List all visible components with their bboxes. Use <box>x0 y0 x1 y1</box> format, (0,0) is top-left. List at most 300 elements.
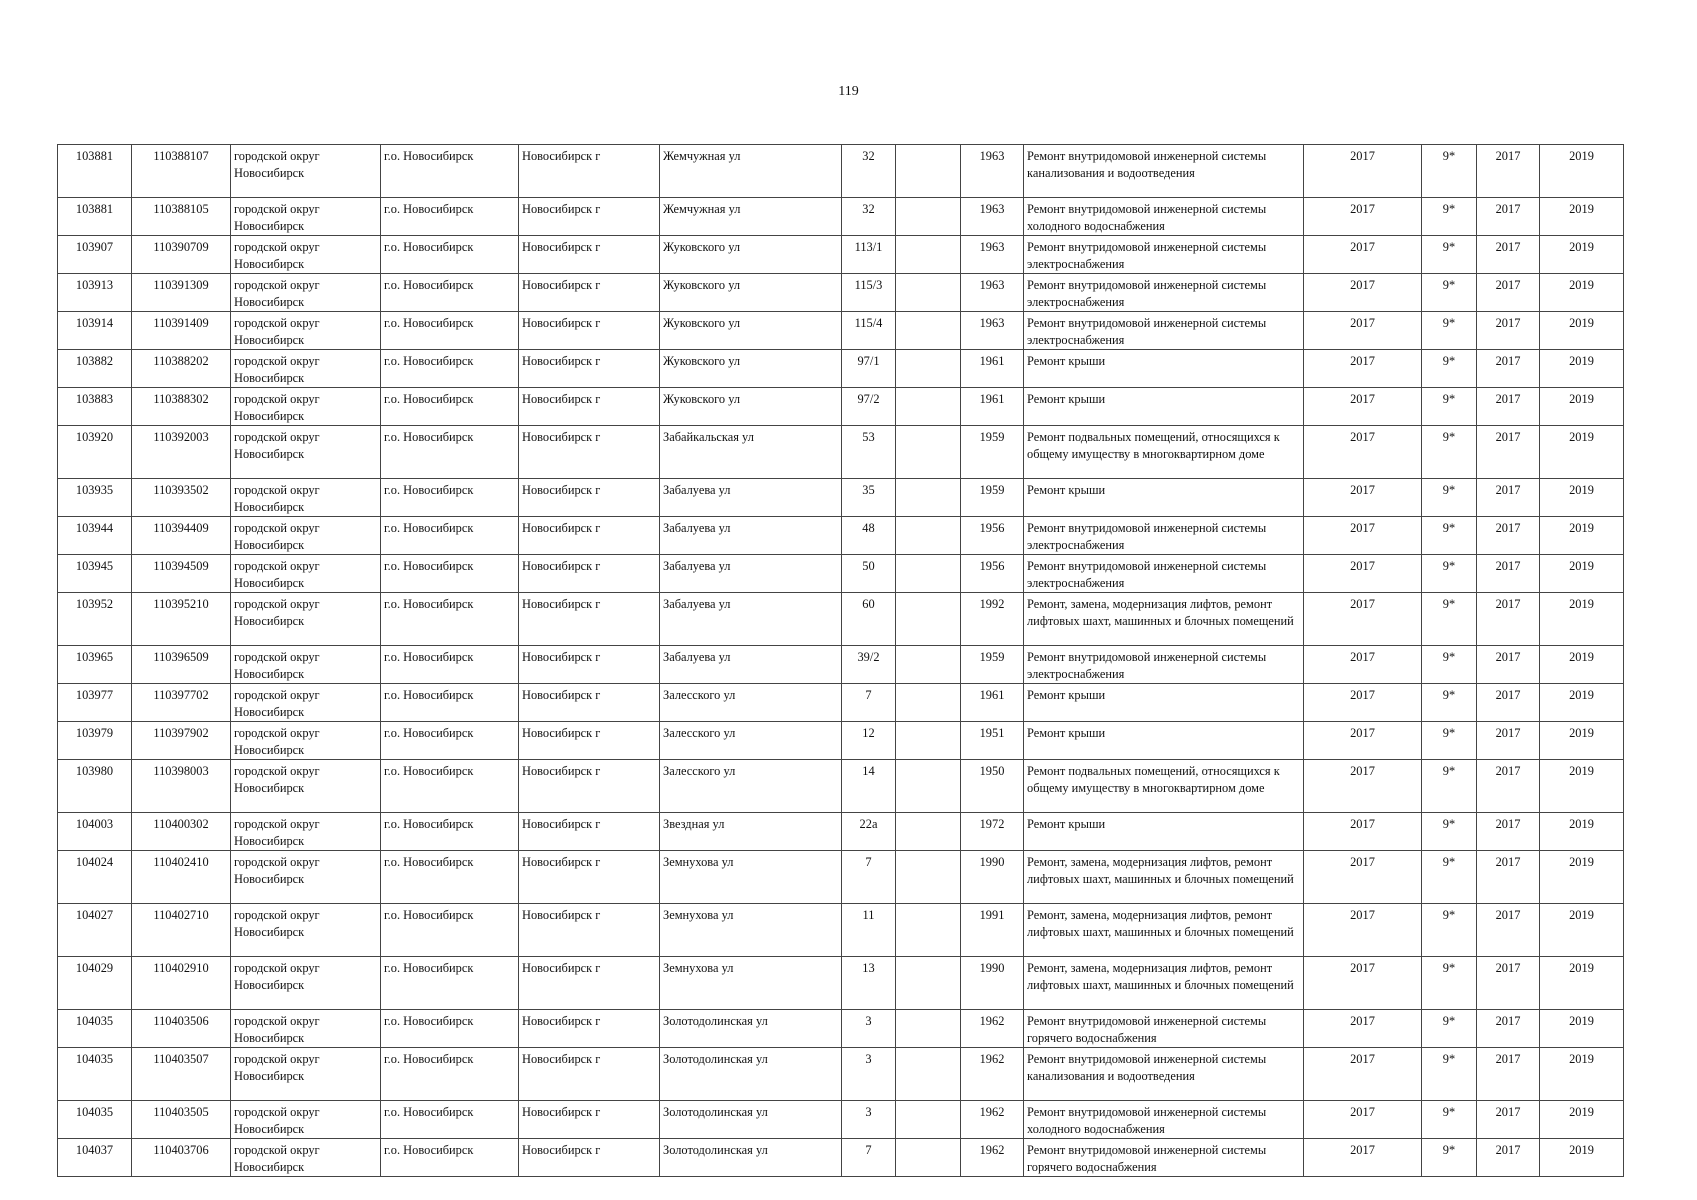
cell-start-year: 2017 <box>1477 555 1540 593</box>
cell-build-year: 1962 <box>961 1101 1024 1139</box>
cell-work-type: Ремонт внутридомовой инженерной системы канализования и водоотведения <box>1024 145 1304 198</box>
cell-start-year: 2017 <box>1477 479 1540 517</box>
cell-street: Звездная ул <box>660 813 842 851</box>
cell-work-type: Ремонт крыши <box>1024 350 1304 388</box>
cell-street: Жуковского ул <box>660 312 842 350</box>
cell-start-year: 2017 <box>1477 145 1540 198</box>
cell-plan-year: 2017 <box>1304 312 1422 350</box>
cell-street: Золотодолинская ул <box>660 1010 842 1048</box>
cell-district: городской округ Новосибирск <box>231 1048 381 1101</box>
table-row <box>58 813 1624 851</box>
cell-plan-year: 2017 <box>1304 957 1422 1010</box>
cell-end-year: 2019 <box>1540 236 1624 274</box>
cell-plan-year: 2017 <box>1304 555 1422 593</box>
cell-municipality: г.о. Новосибирск <box>381 1010 519 1048</box>
cell-work-type: Ремонт подвальных помещений, относящихся к общему имуществу в многоквартирном доме <box>1024 760 1304 813</box>
cell-house-id: 103944 <box>58 517 132 555</box>
cell-locality: Новосибирск г <box>519 426 660 479</box>
cell-plan-year: 2017 <box>1304 426 1422 479</box>
cell-end-year: 2019 <box>1540 198 1624 236</box>
cell-locality: Новосибирск г <box>519 274 660 312</box>
cell-plan-year: 2017 <box>1304 350 1422 388</box>
cell-build-year: 1990 <box>961 851 1024 904</box>
cell-municipality: г.о. Новосибирск <box>381 593 519 646</box>
cell-stage: 9* <box>1422 145 1477 198</box>
cell-stage: 9* <box>1422 760 1477 813</box>
cell-build-year: 1963 <box>961 312 1024 350</box>
cell-house-number: 22а <box>842 813 896 851</box>
cell-street: Земнухова ул <box>660 957 842 1010</box>
cell-locality: Новосибирск г <box>519 813 660 851</box>
cell-house-id: 103881 <box>58 145 132 198</box>
cell-house-id: 104035 <box>58 1101 132 1139</box>
cell-locality: Новосибирск г <box>519 646 660 684</box>
cell-stage: 9* <box>1422 684 1477 722</box>
cell-work-code: 110402410 <box>132 851 231 904</box>
cell-building <box>896 813 961 851</box>
cell-start-year: 2017 <box>1477 517 1540 555</box>
cell-building <box>896 517 961 555</box>
cell-district: городской округ Новосибирск <box>231 760 381 813</box>
table-row <box>58 312 1624 350</box>
table-row <box>58 426 1624 479</box>
cell-build-year: 1963 <box>961 145 1024 198</box>
cell-district: городской округ Новосибирск <box>231 350 381 388</box>
cell-work-code: 110400302 <box>132 813 231 851</box>
cell-building <box>896 312 961 350</box>
cell-stage: 9* <box>1422 517 1477 555</box>
cell-district: городской округ Новосибирск <box>231 851 381 904</box>
cell-building <box>896 350 961 388</box>
cell-locality: Новосибирск г <box>519 593 660 646</box>
cell-municipality: г.о. Новосибирск <box>381 904 519 957</box>
cell-build-year: 1990 <box>961 957 1024 1010</box>
cell-start-year: 2017 <box>1477 1010 1540 1048</box>
cell-plan-year: 2017 <box>1304 1139 1422 1177</box>
cell-build-year: 1963 <box>961 274 1024 312</box>
cell-plan-year: 2017 <box>1304 684 1422 722</box>
cell-end-year: 2019 <box>1540 1101 1624 1139</box>
cell-work-type: Ремонт, замена, модернизация лифтов, ремонт лифтовых шахт, машинных и блочных помещений <box>1024 851 1304 904</box>
cell-building <box>896 684 961 722</box>
cell-district: городской округ Новосибирск <box>231 593 381 646</box>
cell-work-code: 110403505 <box>132 1101 231 1139</box>
cell-building <box>896 1048 961 1101</box>
cell-end-year: 2019 <box>1540 851 1624 904</box>
cell-street: Жуковского ул <box>660 388 842 426</box>
table-row <box>58 904 1624 957</box>
cell-house-number: 3 <box>842 1101 896 1139</box>
cell-house-number: 11 <box>842 904 896 957</box>
cell-stage: 9* <box>1422 904 1477 957</box>
cell-district: городской округ Новосибирск <box>231 555 381 593</box>
cell-plan-year: 2017 <box>1304 1010 1422 1048</box>
cell-building <box>896 274 961 312</box>
cell-municipality: г.о. Новосибирск <box>381 350 519 388</box>
cell-locality: Новосибирск г <box>519 388 660 426</box>
cell-build-year: 1950 <box>961 760 1024 813</box>
cell-street: Золотодолинская ул <box>660 1139 842 1177</box>
cell-work-code: 110403706 <box>132 1139 231 1177</box>
cell-work-code: 110391309 <box>132 274 231 312</box>
cell-work-code: 110403507 <box>132 1048 231 1101</box>
cell-district: городской округ Новосибирск <box>231 1010 381 1048</box>
cell-build-year: 1961 <box>961 350 1024 388</box>
cell-end-year: 2019 <box>1540 517 1624 555</box>
cell-municipality: г.о. Новосибирск <box>381 722 519 760</box>
cell-start-year: 2017 <box>1477 350 1540 388</box>
cell-stage: 9* <box>1422 1048 1477 1101</box>
cell-work-type: Ремонт, замена, модернизация лифтов, ремонт лифтовых шахт, машинных и блочных помещений <box>1024 904 1304 957</box>
cell-building <box>896 388 961 426</box>
cell-plan-year: 2017 <box>1304 646 1422 684</box>
cell-work-code: 110388202 <box>132 350 231 388</box>
cell-district: городской округ Новосибирск <box>231 426 381 479</box>
cell-start-year: 2017 <box>1477 312 1540 350</box>
cell-work-type: Ремонт крыши <box>1024 722 1304 760</box>
cell-work-type: Ремонт внутридомовой инженерной системы электроснабжения <box>1024 312 1304 350</box>
table-row <box>58 851 1624 904</box>
cell-work-code: 110394509 <box>132 555 231 593</box>
cell-plan-year: 2017 <box>1304 904 1422 957</box>
cell-municipality: г.о. Новосибирск <box>381 312 519 350</box>
cell-work-type: Ремонт, замена, модернизация лифтов, ремонт лифтовых шахт, машинных и блочных помещений <box>1024 593 1304 646</box>
cell-stage: 9* <box>1422 722 1477 760</box>
cell-house-number: 97/1 <box>842 350 896 388</box>
cell-street: Забалуева ул <box>660 593 842 646</box>
cell-house-number: 32 <box>842 198 896 236</box>
cell-house-number: 14 <box>842 760 896 813</box>
cell-building <box>896 851 961 904</box>
cell-end-year: 2019 <box>1540 274 1624 312</box>
cell-municipality: г.о. Новосибирск <box>381 1139 519 1177</box>
cell-work-code: 110397902 <box>132 722 231 760</box>
cell-house-number: 39/2 <box>842 646 896 684</box>
cell-house-id: 103977 <box>58 684 132 722</box>
cell-house-number: 97/2 <box>842 388 896 426</box>
cell-building <box>896 198 961 236</box>
cell-end-year: 2019 <box>1540 426 1624 479</box>
cell-municipality: г.о. Новосибирск <box>381 479 519 517</box>
cell-work-type: Ремонт внутридомовой инженерной системы горячего водоснабжения <box>1024 1139 1304 1177</box>
cell-stage: 9* <box>1422 479 1477 517</box>
cell-plan-year: 2017 <box>1304 760 1422 813</box>
cell-house-id: 104003 <box>58 813 132 851</box>
cell-house-id: 103965 <box>58 646 132 684</box>
cell-work-type: Ремонт внутридомовой инженерной системы электроснабжения <box>1024 646 1304 684</box>
cell-stage: 9* <box>1422 426 1477 479</box>
cell-house-id: 103882 <box>58 350 132 388</box>
cell-build-year: 1992 <box>961 593 1024 646</box>
cell-build-year: 1961 <box>961 388 1024 426</box>
cell-work-type: Ремонт внутридомовой инженерной системы горячего водоснабжения <box>1024 1010 1304 1048</box>
cell-building <box>896 426 961 479</box>
table-row <box>58 593 1624 646</box>
cell-work-code: 110396509 <box>132 646 231 684</box>
cell-house-id: 103980 <box>58 760 132 813</box>
cell-district: городской округ Новосибирск <box>231 957 381 1010</box>
cell-work-code: 110402910 <box>132 957 231 1010</box>
cell-build-year: 1972 <box>961 813 1024 851</box>
cell-district: городской округ Новосибирск <box>231 1139 381 1177</box>
cell-work-type: Ремонт внутридомовой инженерной системы холодного водоснабжения <box>1024 1101 1304 1139</box>
cell-district: городской округ Новосибирск <box>231 274 381 312</box>
cell-house-id: 104024 <box>58 851 132 904</box>
cell-build-year: 1991 <box>961 904 1024 957</box>
cell-work-type: Ремонт крыши <box>1024 388 1304 426</box>
cell-municipality: г.о. Новосибирск <box>381 388 519 426</box>
cell-build-year: 1951 <box>961 722 1024 760</box>
cell-plan-year: 2017 <box>1304 198 1422 236</box>
cell-stage: 9* <box>1422 350 1477 388</box>
cell-locality: Новосибирск г <box>519 145 660 198</box>
cell-district: городской округ Новосибирск <box>231 312 381 350</box>
cell-street: Жуковского ул <box>660 274 842 312</box>
cell-locality: Новосибирск г <box>519 957 660 1010</box>
cell-municipality: г.о. Новосибирск <box>381 1048 519 1101</box>
cell-house-number: 115/4 <box>842 312 896 350</box>
cell-stage: 9* <box>1422 1010 1477 1048</box>
cell-end-year: 2019 <box>1540 646 1624 684</box>
cell-start-year: 2017 <box>1477 813 1540 851</box>
cell-plan-year: 2017 <box>1304 479 1422 517</box>
cell-house-id: 104029 <box>58 957 132 1010</box>
cell-house-number: 12 <box>842 722 896 760</box>
table-row <box>58 722 1624 760</box>
cell-build-year: 1963 <box>961 236 1024 274</box>
cell-plan-year: 2017 <box>1304 517 1422 555</box>
cell-street: Жемчужная ул <box>660 198 842 236</box>
cell-building <box>896 1010 961 1048</box>
cell-house-id: 104035 <box>58 1010 132 1048</box>
cell-end-year: 2019 <box>1540 684 1624 722</box>
cell-municipality: г.о. Новосибирск <box>381 646 519 684</box>
cell-locality: Новосибирск г <box>519 517 660 555</box>
cell-street: Жуковского ул <box>660 236 842 274</box>
cell-work-code: 110395210 <box>132 593 231 646</box>
cell-start-year: 2017 <box>1477 426 1540 479</box>
cell-house-number: 60 <box>842 593 896 646</box>
table-row <box>58 957 1624 1010</box>
cell-work-type: Ремонт, замена, модернизация лифтов, ремонт лифтовых шахт, машинных и блочных помещений <box>1024 957 1304 1010</box>
cell-district: городской округ Новосибирск <box>231 388 381 426</box>
cell-locality: Новосибирск г <box>519 1101 660 1139</box>
cell-locality: Новосибирск г <box>519 312 660 350</box>
cell-work-code: 110388105 <box>132 198 231 236</box>
cell-locality: Новосибирск г <box>519 1139 660 1177</box>
cell-start-year: 2017 <box>1477 1048 1540 1101</box>
cell-end-year: 2019 <box>1540 388 1624 426</box>
cell-start-year: 2017 <box>1477 236 1540 274</box>
cell-building <box>896 1139 961 1177</box>
cell-street: Залесского ул <box>660 722 842 760</box>
cell-building <box>896 236 961 274</box>
cell-stage: 9* <box>1422 1101 1477 1139</box>
cell-start-year: 2017 <box>1477 722 1540 760</box>
repair-program-table <box>57 144 1624 1177</box>
table-row <box>58 350 1624 388</box>
cell-plan-year: 2017 <box>1304 722 1422 760</box>
cell-municipality: г.о. Новосибирск <box>381 426 519 479</box>
cell-build-year: 1956 <box>961 517 1024 555</box>
cell-district: городской округ Новосибирск <box>231 479 381 517</box>
cell-street: Жемчужная ул <box>660 145 842 198</box>
cell-work-code: 110393502 <box>132 479 231 517</box>
table-row <box>58 646 1624 684</box>
cell-house-number: 35 <box>842 479 896 517</box>
cell-locality: Новосибирск г <box>519 350 660 388</box>
cell-end-year: 2019 <box>1540 813 1624 851</box>
cell-building <box>896 479 961 517</box>
cell-district: городской округ Новосибирск <box>231 904 381 957</box>
cell-start-year: 2017 <box>1477 957 1540 1010</box>
cell-work-code: 110397702 <box>132 684 231 722</box>
cell-municipality: г.о. Новосибирск <box>381 198 519 236</box>
cell-plan-year: 2017 <box>1304 274 1422 312</box>
cell-stage: 9* <box>1422 813 1477 851</box>
cell-municipality: г.о. Новосибирск <box>381 813 519 851</box>
cell-stage: 9* <box>1422 198 1477 236</box>
cell-work-type: Ремонт внутридомовой инженерной системы электроснабжения <box>1024 236 1304 274</box>
cell-house-number: 113/1 <box>842 236 896 274</box>
cell-locality: Новосибирск г <box>519 684 660 722</box>
cell-house-id: 103914 <box>58 312 132 350</box>
cell-house-id: 103883 <box>58 388 132 426</box>
cell-work-code: 110388107 <box>132 145 231 198</box>
cell-end-year: 2019 <box>1540 904 1624 957</box>
cell-street: Забайкальская ул <box>660 426 842 479</box>
cell-end-year: 2019 <box>1540 722 1624 760</box>
cell-locality: Новосибирск г <box>519 555 660 593</box>
cell-house-number: 3 <box>842 1010 896 1048</box>
cell-locality: Новосибирск г <box>519 1048 660 1101</box>
cell-plan-year: 2017 <box>1304 813 1422 851</box>
cell-district: городской округ Новосибирск <box>231 198 381 236</box>
cell-build-year: 1962 <box>961 1139 1024 1177</box>
cell-plan-year: 2017 <box>1304 593 1422 646</box>
table-row <box>58 1048 1624 1101</box>
table-body <box>58 145 1624 1177</box>
cell-house-number: 53 <box>842 426 896 479</box>
cell-end-year: 2019 <box>1540 1010 1624 1048</box>
cell-house-number: 7 <box>842 1139 896 1177</box>
cell-end-year: 2019 <box>1540 312 1624 350</box>
cell-street: Забалуева ул <box>660 517 842 555</box>
cell-end-year: 2019 <box>1540 957 1624 1010</box>
cell-locality: Новосибирск г <box>519 851 660 904</box>
cell-stage: 9* <box>1422 593 1477 646</box>
cell-build-year: 1959 <box>961 426 1024 479</box>
cell-building <box>896 957 961 1010</box>
cell-house-id: 104037 <box>58 1139 132 1177</box>
cell-plan-year: 2017 <box>1304 1048 1422 1101</box>
cell-start-year: 2017 <box>1477 388 1540 426</box>
cell-district: городской округ Новосибирск <box>231 722 381 760</box>
cell-building <box>896 1101 961 1139</box>
cell-build-year: 1963 <box>961 198 1024 236</box>
cell-work-code: 110388302 <box>132 388 231 426</box>
page-number: 119 <box>838 84 859 99</box>
cell-stage: 9* <box>1422 236 1477 274</box>
cell-house-number: 32 <box>842 145 896 198</box>
cell-district: городской округ Новосибирск <box>231 517 381 555</box>
cell-end-year: 2019 <box>1540 350 1624 388</box>
cell-work-code: 110398003 <box>132 760 231 813</box>
cell-house-number: 48 <box>842 517 896 555</box>
cell-building <box>896 722 961 760</box>
table-row <box>58 274 1624 312</box>
cell-start-year: 2017 <box>1477 851 1540 904</box>
cell-work-type: Ремонт крыши <box>1024 684 1304 722</box>
cell-end-year: 2019 <box>1540 760 1624 813</box>
cell-work-type: Ремонт внутридомовой инженерной системы канализования и водоотведения <box>1024 1048 1304 1101</box>
cell-municipality: г.о. Новосибирск <box>381 236 519 274</box>
cell-building <box>896 593 961 646</box>
cell-house-id: 103913 <box>58 274 132 312</box>
cell-locality: Новосибирск г <box>519 236 660 274</box>
cell-district: городской округ Новосибирск <box>231 1101 381 1139</box>
cell-locality: Новосибирск г <box>519 479 660 517</box>
cell-street: Залесского ул <box>660 760 842 813</box>
cell-build-year: 1956 <box>961 555 1024 593</box>
table-row <box>58 198 1624 236</box>
cell-house-number: 7 <box>842 684 896 722</box>
cell-street: Золотодолинская ул <box>660 1101 842 1139</box>
cell-building <box>896 555 961 593</box>
cell-end-year: 2019 <box>1540 1048 1624 1101</box>
cell-work-type: Ремонт крыши <box>1024 479 1304 517</box>
table-row <box>58 517 1624 555</box>
cell-house-id: 103907 <box>58 236 132 274</box>
cell-start-year: 2017 <box>1477 274 1540 312</box>
cell-work-code: 110394409 <box>132 517 231 555</box>
cell-start-year: 2017 <box>1477 1139 1540 1177</box>
cell-build-year: 1959 <box>961 646 1024 684</box>
cell-house-id: 103935 <box>58 479 132 517</box>
cell-work-code: 110391409 <box>132 312 231 350</box>
cell-building <box>896 760 961 813</box>
cell-work-code: 110403506 <box>132 1010 231 1048</box>
cell-build-year: 1961 <box>961 684 1024 722</box>
cell-start-year: 2017 <box>1477 593 1540 646</box>
cell-municipality: г.о. Новосибирск <box>381 957 519 1010</box>
cell-municipality: г.о. Новосибирск <box>381 555 519 593</box>
cell-house-number: 50 <box>842 555 896 593</box>
cell-municipality: г.о. Новосибирск <box>381 851 519 904</box>
table-row <box>58 479 1624 517</box>
cell-locality: Новосибирск г <box>519 198 660 236</box>
cell-start-year: 2017 <box>1477 1101 1540 1139</box>
cell-district: городской округ Новосибирск <box>231 145 381 198</box>
cell-locality: Новосибирск г <box>519 722 660 760</box>
cell-end-year: 2019 <box>1540 479 1624 517</box>
cell-plan-year: 2017 <box>1304 1101 1422 1139</box>
cell-stage: 9* <box>1422 388 1477 426</box>
cell-district: городской округ Новосибирск <box>231 646 381 684</box>
cell-house-id: 104035 <box>58 1048 132 1101</box>
cell-start-year: 2017 <box>1477 198 1540 236</box>
cell-house-number: 115/3 <box>842 274 896 312</box>
cell-street: Золотодолинская ул <box>660 1048 842 1101</box>
cell-work-type: Ремонт внутридомовой инженерной системы холодного водоснабжения <box>1024 198 1304 236</box>
cell-locality: Новосибирск г <box>519 760 660 813</box>
cell-house-id: 103952 <box>58 593 132 646</box>
cell-locality: Новосибирск г <box>519 904 660 957</box>
cell-work-code: 110390709 <box>132 236 231 274</box>
cell-street: Забалуева ул <box>660 646 842 684</box>
cell-end-year: 2019 <box>1540 145 1624 198</box>
cell-municipality: г.о. Новосибирск <box>381 684 519 722</box>
